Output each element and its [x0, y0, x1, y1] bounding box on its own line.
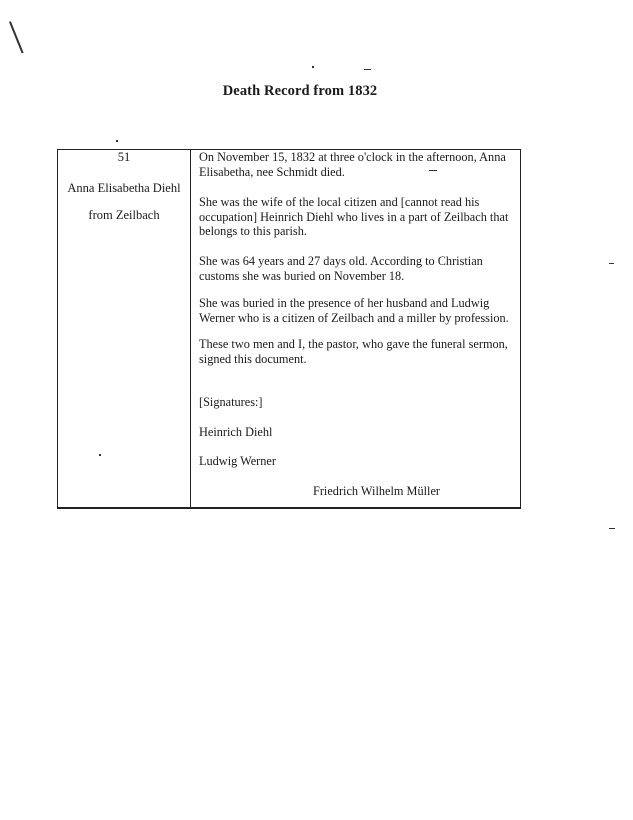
record-paragraph: She was buried in the presence of her husband and Ludwig Werner who is a citizen of Zeilbach and a miller by profession. — [199, 296, 509, 325]
scan-artifact-dash — [609, 528, 615, 529]
signature-line: Ludwig Werner — [199, 454, 276, 468]
record-table — [57, 149, 521, 509]
scan-artifact-dash — [609, 263, 614, 264]
scan-artifact-dash — [364, 69, 371, 70]
record-paragraph: On November 15, 1832 at three o'clock in the afternoon, Anna Elisabetha, nee Schmidt died. — [199, 150, 506, 179]
signatures-heading: [Signatures:] — [199, 395, 263, 409]
scan-artifact-stroke — [9, 21, 24, 53]
scan-artifact-dot — [312, 66, 314, 68]
record-paragraph: These two men and I, the pastor, who gave the funeral sermon, signed this document. — [199, 337, 508, 366]
page-title: Death Record from 1832 — [222, 83, 378, 99]
signature-line: Friedrich Wilhelm Müller — [313, 484, 441, 498]
scan-artifact-dot — [116, 140, 118, 142]
signature-line: Heinrich Diehl — [199, 425, 273, 439]
record-number: 51 — [117, 150, 131, 164]
column-divider — [190, 150, 191, 507]
record-paragraph: She was 64 years and 27 days old. According to Christian customs she was buried on November 18. — [199, 254, 483, 283]
deceased-origin: from Zeilbach — [88, 208, 160, 222]
deceased-name: Anna Elisabetha Diehl — [67, 181, 181, 195]
record-paragraph: She was the wife of the local citizen and [cannot read his occupation] Heinrich Diehl who lives in a part of Zeilbach that belongs to this parish. — [199, 195, 509, 238]
